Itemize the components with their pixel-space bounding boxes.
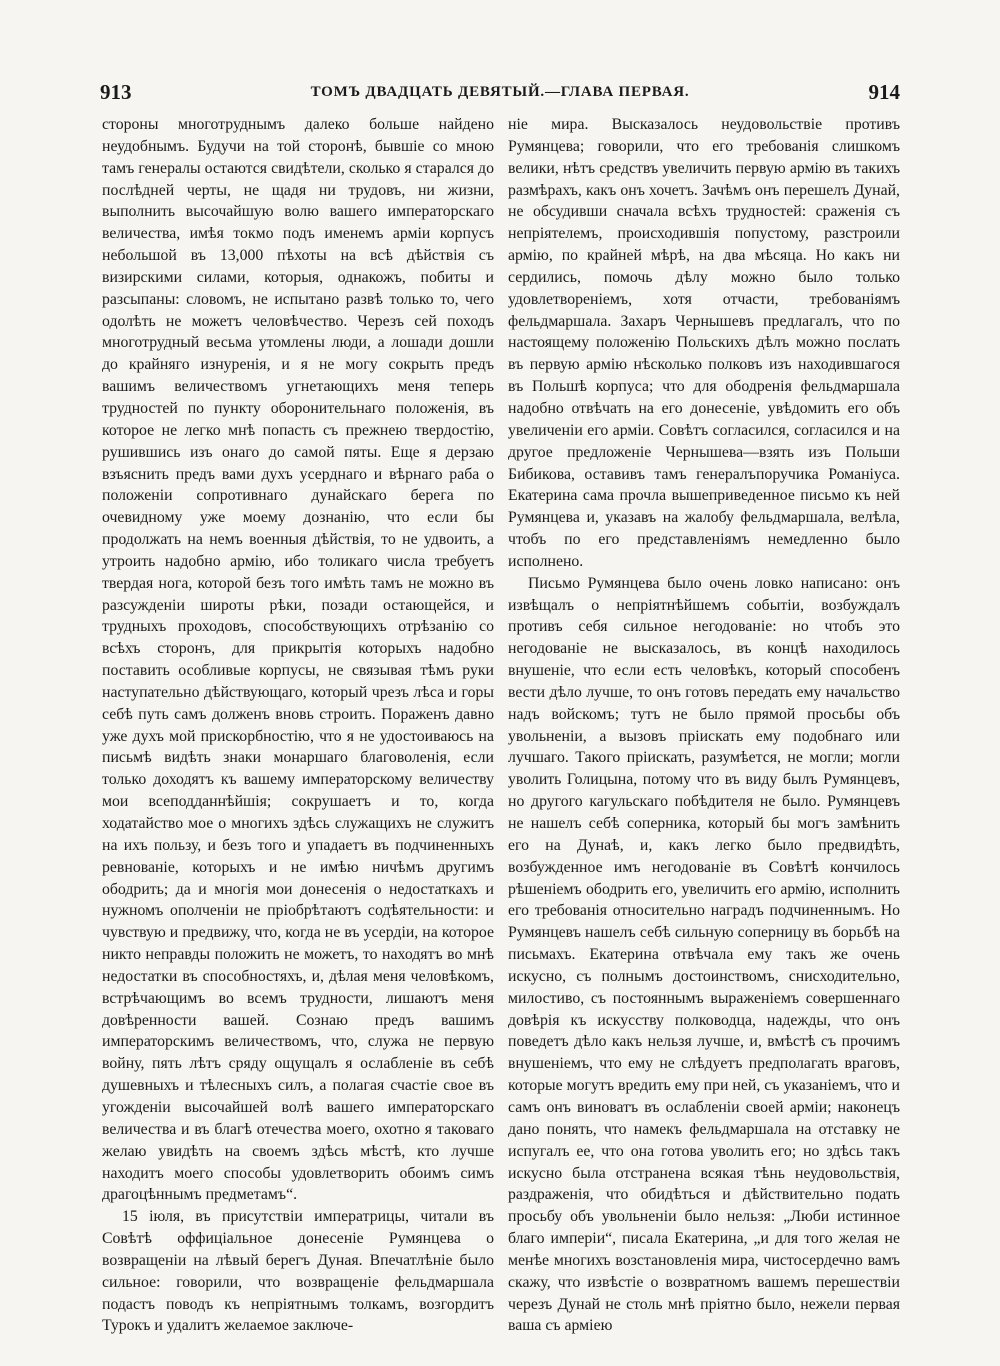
page-number-right: 914 <box>868 80 900 104</box>
left-paragraph-1: стороны многотруднымъ далеко больше найдено неудобнымъ. Будучи на той сторонѣ, бывшіе со мною тамъ генералы остаются свидѣтели, сколько я старался до послѣдней черты, не щадя ни трудовъ, ни жизни, выполнить высочайшую волю вашего императорскаго величества, имѣя токмо подъ именемъ арміи корпусъ небольшой въ 13,000 пѣхоты на всѣ дѣйствія съ визирскими силами, которыя, однакожъ, побиты и разсыпаны: словомъ, не испытано развѣ только то, чего одолѣть не можетъ человѣчество. Черезъ сей походъ многотрудный весьма утомлены люди, а лошади дошли до крайняго изнуренія, и я не могу сокрыть предъ вашимъ величествомъ угнетающихъ меня теперь трудностей по пункту оборонительнаго положенія, въ которое не легко мнѣ попасть съ прежнею твердостію, рушившись изъ онаго до самой пяты. Еще я дерзаю взъяснить предъ вами духъ усерднаго и вѣрнаго раба о положеніи сопротивнаго дунайскаго берега по очевидному уже моему дознанію, что если бы продолжать на немъ военныя дѣйствія, то не удвоить, а утроить надобно армію, ибо толикаго числа требуетъ твердая нога, которой безъ того имѣть тамъ не можно въ разсужденіи широты рѣки, позади остающейся, и трудныхъ проходовъ, способствующихъ отрѣзанію со всѣхъ сторонъ, для прикрытія которыхъ надобно поставить особливые корпусы, не связывая тѣмъ руки наступательно дѣйствующаго, который чрезъ лѣса и горы себѣ путь самъ долженъ вновь строить. Пораженъ давно уже духъ мой прискорбностію, что я не удостоиваюсь на письмѣ видѣть знаки монаршаго благоволенія, если только доходятъ къ вашему императорскому величеству мои всеподданнѣйшія; сокрушаетъ и то, когда ходатайство мое о многихъ здѣсь служащихъ не служитъ на ихъ пользу, и безъ того и упадаетъ въ подчиненныхъ ревнованіе, которыхъ и не имѣю ничѣмъ другимъ ободрить; да и многія мои донесенія о недостаткахъ и нужномъ ополченіи не пріобрѣтаютъ содѣятельности: и чувствую и предвижу, что, когда не въ усердіи, на которое никто неправды положить не можетъ, то находятъ во мнѣ недостатки въ способностяхъ, и, дѣлая меня человѣкомъ, встрѣчающимъ во всемъ трудности, лишаютъ меня довѣренности вашей. Сознаю предъ вашимъ императорскимъ величествомъ, что, служа не первую войну, пять лѣтъ сряду ощущалъ я ослабленіе въ себѣ душевныхъ и тѣлесныхъ силъ, а полагая счастіе свое въ угожденіи высочайшей волѣ вашего императорскаго величества и въ благѣ отечества моего, охотно я таковаго желаю увидѣть на своемъ здѣсь мѣстѣ, кто лучше находитъ моего способы удовлетворить обоимъ симъ драгоцѣннымъ предметамъ“. <box>102 116 494 1204</box>
right-column <box>508 114 900 1344</box>
page-number-left: 913 <box>100 80 132 104</box>
right-paragraph-1: ніе мира. Высказалось неудовольствіе противъ Румянцева; говорили, что его требованія слишкомъ велики, нѣтъ средствъ увеличить первую армію въ такихъ размѣрахъ, какъ онъ хочетъ. Зачѣмъ онъ перешелъ Дунай, не обсудивши сначала всѣхъ трудностей: сраженія съ непріятелемъ, происходившія попустому, разстроили армію, по крайней мѣрѣ, на два мѣсяца. Но какъ ни сердились, помочь дѣлу можно было только удовлетвореніемъ, хотя отчасти, требованіямъ фельдмаршала. Захаръ Чернышевъ предлагалъ, что по настоящему положенію Польскихъ дѣлъ можно послать въ первую армію нѣсколько полковъ изъ находившагося въ Польшѣ корпуса; что для ободренія фельдмаршала надобно отвѣчать на его донесеніе, увѣдомить его объ увеличеніи его арміи. Совѣтъ согласился, согласился и на другое предложеніе Чернышева—взять изъ Польши Бибикова, оставивъ тамъ генералъпоручика Романіуса. Екатерина сама прочла вышеприведенное письмо къ ней Румянцева и, указавъ на жалобу фельдмаршала, велѣла, чтобъ по его представленіямъ немедленно было исполнено. <box>508 116 900 570</box>
left-paragraph-2: 15 іюля, въ присутствіи императрицы, читали въ Совѣтѣ оффиціальное донесеніе Румянцева о возвращеніи на лѣвый берегъ Дуная. Впечатлѣніе было сильное: говорили, что возвращеніе фельдмаршала подастъ поводъ къ непріятнымъ толкамъ, возгордитъ Турокъ и удалитъ желаемое заключе- <box>102 1208 494 1335</box>
running-title: ТОМЪ ДВАДЦАТЬ ДЕВЯТЫЙ.—ГЛАВА ПЕРВАЯ. <box>310 84 690 100</box>
running-header <box>100 80 900 106</box>
right-paragraph-2: Письмо Румянцева было очень ловко написано: онъ извѣщалъ о непріятнѣйшемъ событіи, возбуждалъ противъ себя сильное негодованіе: но чтобъ это негодованіе не высказалось, въ концѣ находилось внушеніе, что если есть человѣкъ, который способенъ вести дѣло лучше, то онъ готовъ передать ему начальство надъ войскомъ; тутъ не было прямой просьбы объ увольненіи, а вызовъ пріискать ему подобнаго или лучшаго. Такого пріискать, разумѣется, не могли; могли уволить Голицына, потому что въ виду былъ Румянцевъ, но другого кагульскаго побѣдителя не было. Румянцевъ не нашелъ себѣ соперника, который бы могъ замѣнить его на Дунаѣ, и, какъ легко было предвидѣть, возбужденное имъ негодованіе въ Совѣтѣ кончилось рѣшеніемъ ободрить его, увеличить его армію, исполнить его требованія относительно наградъ подчиненнымъ. Но Румянцевъ нашелъ себѣ сильную соперницу въ борьбѣ на письмахъ. Екатерина отвѣчала ему такъ же очень искусно, съ полнымъ достоинствомъ, снисходительно, милостиво, съ постояннымъ выраженіемъ совершеннаго довѣрія къ искусству полководца, надежды, что онъ поведетъ дѣло какъ нельзя лучше, и, вмѣстѣ съ прочимъ внушеніемъ, что ему не слѣдуетъ предполагать враговъ, которые могутъ вредить ему при ней, съ указаніемъ, что и самъ онъ виноватъ въ ослабленіи своей арміи; наконецъ дано понять, что намекъ фельдмаршала на отставку не испугалъ ее, что она готова уволить его; но здѣсь такъ искусно была отстранена всякая тѣнь неудовольствія, раздраженія, что обидѣться и дѣйствительно подать просьбу объ увольненіи было нельзя: „Люби истинное благо имперіи“, писала Екатерина, „и для того желая не менѣе многихъ возстановленія мира, чистосердечно вамъ скажу, что извѣстіе о возвратномъ вашемъ перешествіи черезъ Дунай не столь мнѣ пріятно было, нежели первая ваша съ арміею <box>508 574 900 1335</box>
left-column <box>102 114 494 1344</box>
